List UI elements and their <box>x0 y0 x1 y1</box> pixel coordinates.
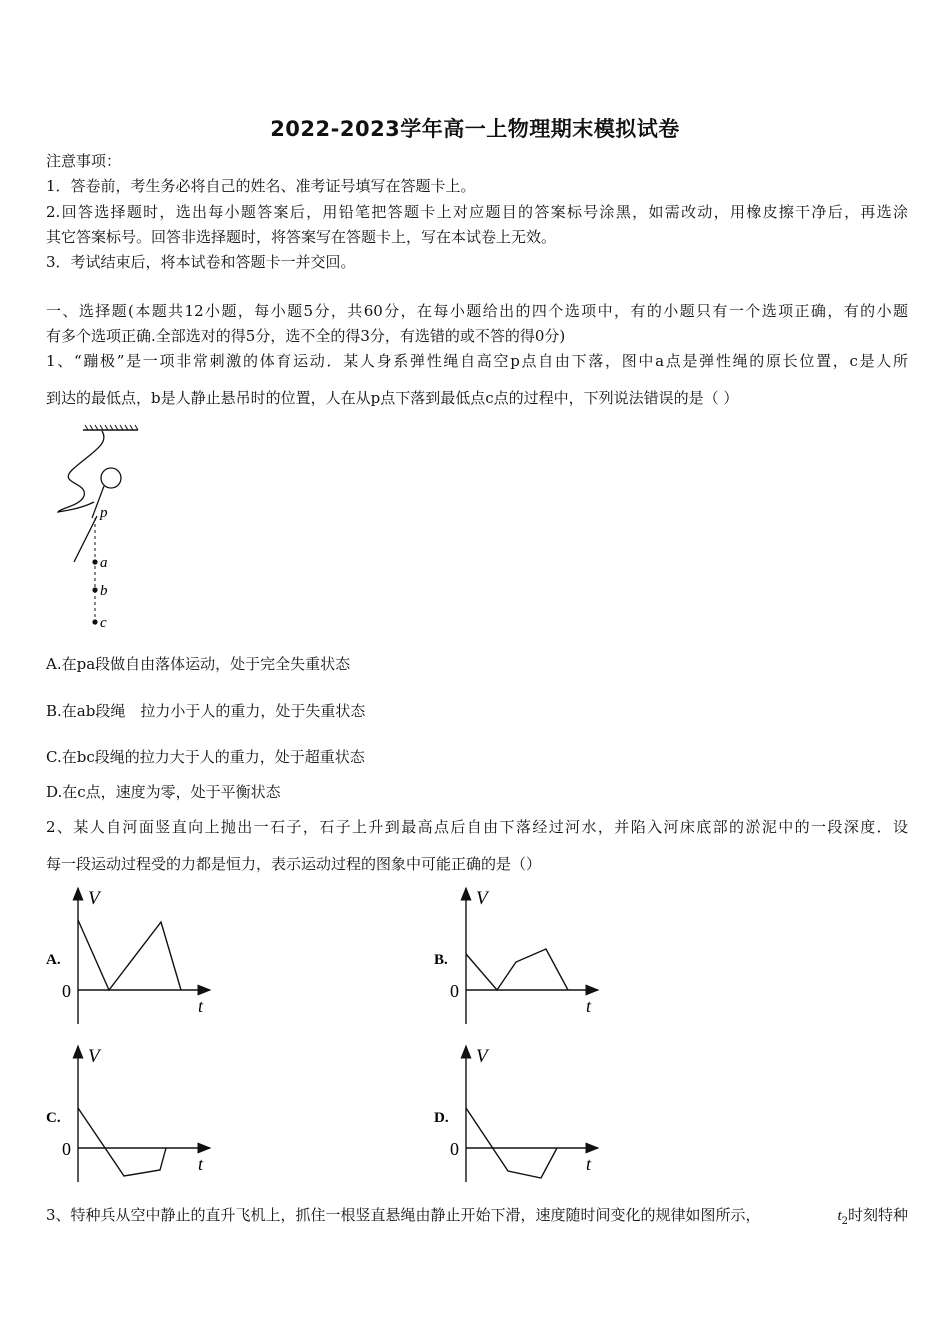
graph-d-label: D. <box>434 1110 449 1126</box>
graph-c-curve <box>78 1108 166 1176</box>
graph-b-label: B. <box>434 952 448 968</box>
label-c: c <box>100 615 107 631</box>
q1-stem-line1: 1、“蹦极”是一项非常刺激的体育运动．某人身系弹性绳自高空p点自由下落，图中a点是弹性绳的原长位置，c是人所 <box>46 352 908 370</box>
elastic-cord <box>58 431 104 512</box>
label-a: a <box>100 555 108 571</box>
q1-stem-line2: 到达的最低点，b是人静止悬吊时的位置，人在从p点下落到最低点c点的过程中，下列说法错误的是（ ） <box>46 389 739 407</box>
graph-b-origin: 0 <box>450 981 459 1001</box>
graph-d-origin: 0 <box>450 1139 459 1159</box>
q2-stem-line1: 2、某人自河面竖直向上抛出一石子，石子上升到最高点后自由下落经过河水，并陷入河床底部的淤泥中的一段深度．设 <box>46 818 908 836</box>
graph-a-label: A. <box>46 952 61 968</box>
q2-stem-line2: 每一段运动过程受的力都是恒力，表示运动过程的图象中可能正确的是（） <box>46 855 542 873</box>
q2-graph-c <box>40 1040 225 1186</box>
graph-a-v-label: V <box>88 888 100 909</box>
q3-stem-text-b: 时刻特种 <box>847 1206 908 1224</box>
q3-stem-tail <box>837 1204 908 1233</box>
q2-graph-b <box>428 882 613 1028</box>
graph-c-origin: 0 <box>62 1139 71 1159</box>
point-a-dot <box>92 559 97 564</box>
graph-b-t-label: t <box>586 996 592 1016</box>
section1-instructions-line2: 有多个选项正确.全部选对的得5分，选不全的得3分，有选错的或不答的得0分) <box>46 327 566 345</box>
notice-item-2: 2.回答选择题时，选出每小题答案后，用铅笔把答题卡上对应题目的答案标号涂黑，如需改动，用橡皮擦干净后，再选涂 <box>46 203 908 221</box>
q2-graph-d <box>428 1040 613 1186</box>
q2-graph-a <box>40 882 225 1028</box>
label-p: p <box>100 505 108 521</box>
graph-d-t-label: t <box>586 1154 592 1174</box>
q1-option-c: C.在bc段绳的拉力大于人的重力，处于超重状态 <box>46 748 365 766</box>
label-b: b <box>100 583 108 599</box>
graph-c-label: C. <box>46 1110 61 1126</box>
graph-c-v-label: V <box>88 1046 100 1067</box>
page-title: 2022-2023学年高一上物理期末模拟试卷 <box>270 117 680 141</box>
notice-item-3: 3．考试结束后，将本试卷和答题卡一并交回。 <box>46 253 356 271</box>
q1-option-a: A.在pa段做自由落体运动，处于完全失重状态 <box>46 655 351 673</box>
jumper-head <box>101 468 121 488</box>
graph-c-t-label: t <box>198 1154 204 1174</box>
graph-b-curve <box>466 949 568 990</box>
point-b-dot <box>92 587 97 592</box>
point-c-dot <box>92 619 97 624</box>
graph-b-v-label: V <box>476 888 488 909</box>
notice-heading: 注意事项： <box>46 152 122 170</box>
q3-stem-line1 <box>46 1204 908 1233</box>
graph-a-curve <box>78 920 181 990</box>
section1-instructions-line1: 一、选择题(本题共12小题，每小题5分，共60分，在每小题给出的四个选项中，有的小题只有一个选项正确，有的小题 <box>46 302 908 320</box>
jumper-leg-short <box>92 510 95 518</box>
q3-t2-symbol: t <box>837 1208 842 1224</box>
graph-a-t-label: t <box>198 996 204 1016</box>
jumper-leg-long <box>74 516 97 562</box>
notice-item-1: 1．答卷前，考生务必将自己的姓名、准考证号填写在答题卡上。 <box>46 177 476 195</box>
notice-item-2-cont: 其它答案标号。回答非选择题时，将答案写在答题卡上，写在本试卷上无效。 <box>46 228 557 246</box>
q3-t2-subscript: 2 <box>841 1216 848 1227</box>
q3-stem-text-a: 3、特种兵从空中静止的直升飞机上，抓住一根竖直悬绳由静止开始下滑，速度随时间变化的规律如图所示， <box>46 1206 761 1224</box>
q1-option-b: B.在ab段绳 拉力小于人的重力，处于失重状态 <box>46 702 366 720</box>
q1-option-d: D.在c点，速度为零，处于平衡状态 <box>46 783 281 801</box>
bungee-figure <box>50 422 160 634</box>
graph-d-v-label: V <box>476 1046 488 1067</box>
graph-d-curve <box>466 1108 557 1178</box>
graph-a-origin: 0 <box>62 981 71 1001</box>
